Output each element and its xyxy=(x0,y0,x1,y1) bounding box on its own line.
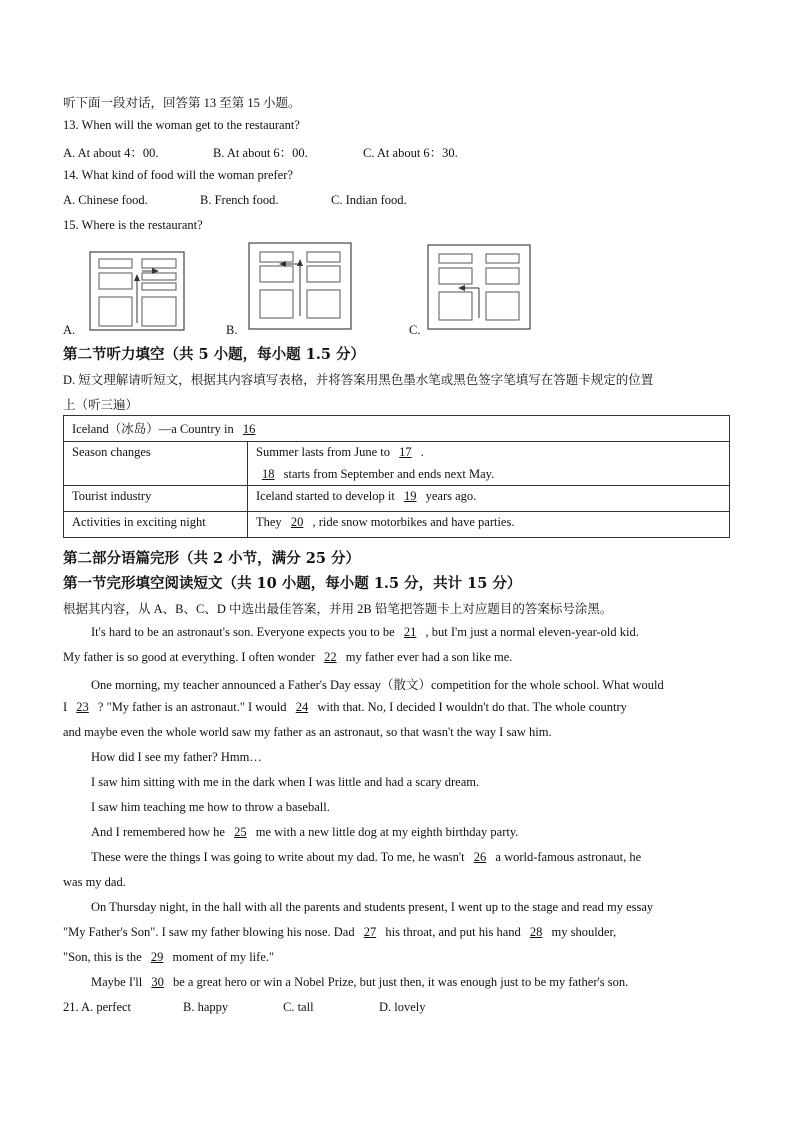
tourism-text: Iceland started to develop it xyxy=(256,489,395,503)
blank-18: 18 xyxy=(262,467,275,481)
q14-option-a: A. Chinese food. xyxy=(63,193,148,207)
row-content xyxy=(248,442,730,486)
row-label: Season changes xyxy=(64,442,248,486)
blank-23: 23 xyxy=(76,700,89,714)
passage-line xyxy=(91,850,641,865)
text: "Son, this is the xyxy=(63,950,142,964)
passage-line: was my dad. xyxy=(63,875,126,889)
question-14: 14. What kind of food will the woman prefer? xyxy=(63,168,293,182)
blank-27: 27 xyxy=(363,925,377,939)
map-a-figure xyxy=(89,251,185,331)
passage-line: I saw him sitting with me in the dark when I was little and had a scary dream. xyxy=(91,775,480,789)
winter-text: starts from September and ends next May. xyxy=(283,467,495,481)
q21-option-a: 21. A. perfect xyxy=(63,1000,132,1014)
passage-line xyxy=(91,625,639,640)
summer-text: Summer lasts from June to xyxy=(256,445,391,459)
q21-option-d: D. lovely xyxy=(379,1000,426,1014)
blank-25: 25 xyxy=(234,825,247,839)
passage-line xyxy=(63,925,616,940)
blank-28: 28 xyxy=(529,925,543,939)
passage-line: How did I see my father? Hmm… xyxy=(91,750,262,764)
blank-19: 19 xyxy=(403,489,417,503)
text: Maybe I'll xyxy=(91,975,143,989)
passage-line xyxy=(91,975,628,990)
text: be a great hero or win a Nobel Prize, but just then, it was enough just to be my father's son. xyxy=(172,975,629,989)
summer-end: . xyxy=(420,445,424,459)
blank-16: 16 xyxy=(242,422,256,436)
passage-line: and maybe even the whole world saw my father as an astronaut, so that wasn't the way I saw him. xyxy=(63,725,552,739)
iceland-table xyxy=(63,415,730,538)
row-content xyxy=(248,512,730,538)
text: a world-famous astronaut, he xyxy=(495,850,642,864)
blank-30: 30 xyxy=(151,975,164,989)
row-label: Tourist industry xyxy=(64,486,248,512)
q21-option-b: B. happy xyxy=(183,1000,229,1014)
part2-title: 第二部分语篇完形（共 2 小节，满分 25 分） xyxy=(63,550,360,567)
header-text: Iceland（冰岛）—a Country in xyxy=(72,422,234,436)
text: I xyxy=(63,700,68,714)
part2-instruction: 根据其内容，从 A、B、C、D 中选出最佳答案，并用 2B 铅笔把答题卡上对应题目的答案标号涂黑。 xyxy=(63,602,613,616)
map-c-label: C. xyxy=(409,323,421,337)
q14-option-c: C. Indian food. xyxy=(331,193,407,207)
section2-title: 第二节听力填空（共 5 小题，每小题 1.5 分） xyxy=(63,346,366,363)
passage-line xyxy=(91,825,518,840)
table-row xyxy=(64,512,730,538)
text: These were the things I was going to write about my dad. To me, he wasn't xyxy=(91,850,465,864)
blank-29: 29 xyxy=(150,950,164,964)
text: his throat, and put his hand xyxy=(385,925,521,939)
blank-26: 26 xyxy=(473,850,487,864)
text: "My Father's Son". I saw my father blowing his nose. Dad xyxy=(63,925,355,939)
blank-21: 21 xyxy=(403,625,417,639)
table-header xyxy=(64,416,730,442)
text: And I remembered how he xyxy=(91,825,225,839)
passage-line xyxy=(63,650,512,665)
q13-option-b: B. At about 6：00. xyxy=(213,146,308,160)
section2-instruction-1: D. 短文理解请听短文，根据其内容填写表格，并将答案用黑色墨水笔或黑色签字笔填写在答题卡规定的位置 xyxy=(63,373,654,387)
table-row xyxy=(64,486,730,512)
text: My father is so good at everything. I often wonder xyxy=(63,650,316,664)
q13-option-a: A. At about 4：00. xyxy=(63,146,159,160)
table-row xyxy=(64,442,730,486)
passage-line: One morning, my teacher announced a Father's Day essay（散文）competition for the whole school. What would xyxy=(91,678,664,692)
blank-17: 17 xyxy=(399,445,412,459)
tourism-end: years ago. xyxy=(425,489,477,503)
passage-line: I saw him teaching me how to throw a baseball. xyxy=(91,800,330,814)
listening-instruction: 听下面一段对话，回答第 13 至第 15 小题。 xyxy=(63,96,301,110)
text: my father ever had a son like me. xyxy=(345,650,513,664)
part2-section1-title: 第一节完形填空阅读短文（共 10 小题，每小题 1.5 分，共计 15 分） xyxy=(63,575,522,592)
q13-option-c: C. At about 6：30. xyxy=(363,146,458,160)
text: with that. No, I decided I wouldn't do that. The whole country xyxy=(317,700,627,714)
activities-end: , ride snow motorbikes and have parties. xyxy=(312,515,515,529)
row-content xyxy=(248,486,730,512)
map-a-label: A. xyxy=(63,323,76,337)
passage-line xyxy=(63,950,274,965)
text: , but I'm just a normal eleven-year-old kid. xyxy=(425,625,639,639)
blank-22: 22 xyxy=(324,650,337,664)
question-13: 13. When will the woman get to the restaurant? xyxy=(63,118,300,132)
passage-line: On Thursday night, in the hall with all the parents and students present, I went up to the stage and read my essay xyxy=(91,900,654,914)
text: It's hard to be an astronaut's son. Everyone expects you to be xyxy=(91,625,395,639)
q14-option-b: B. French food. xyxy=(200,193,279,207)
question-15: 15. Where is the restaurant? xyxy=(63,218,203,232)
text: my shoulder, xyxy=(551,925,617,939)
text: moment of my life." xyxy=(172,950,275,964)
map-b-figure xyxy=(248,242,352,330)
blank-24: 24 xyxy=(295,700,309,714)
section2-instruction-2: 上（听三遍） xyxy=(63,398,139,412)
map-c-figure xyxy=(427,244,531,330)
row-label: Activities in exciting night xyxy=(64,512,248,538)
blank-20: 20 xyxy=(290,515,304,529)
passage-line xyxy=(63,700,627,715)
map-b-label: B. xyxy=(226,323,238,337)
q21-option-c: C. tall xyxy=(283,1000,314,1014)
table-header-row xyxy=(64,416,730,442)
text: ? "My father is an astronaut." I would xyxy=(97,700,287,714)
text: me with a new little dog at my eighth birthday party. xyxy=(255,825,519,839)
activities-text: They xyxy=(256,515,282,529)
